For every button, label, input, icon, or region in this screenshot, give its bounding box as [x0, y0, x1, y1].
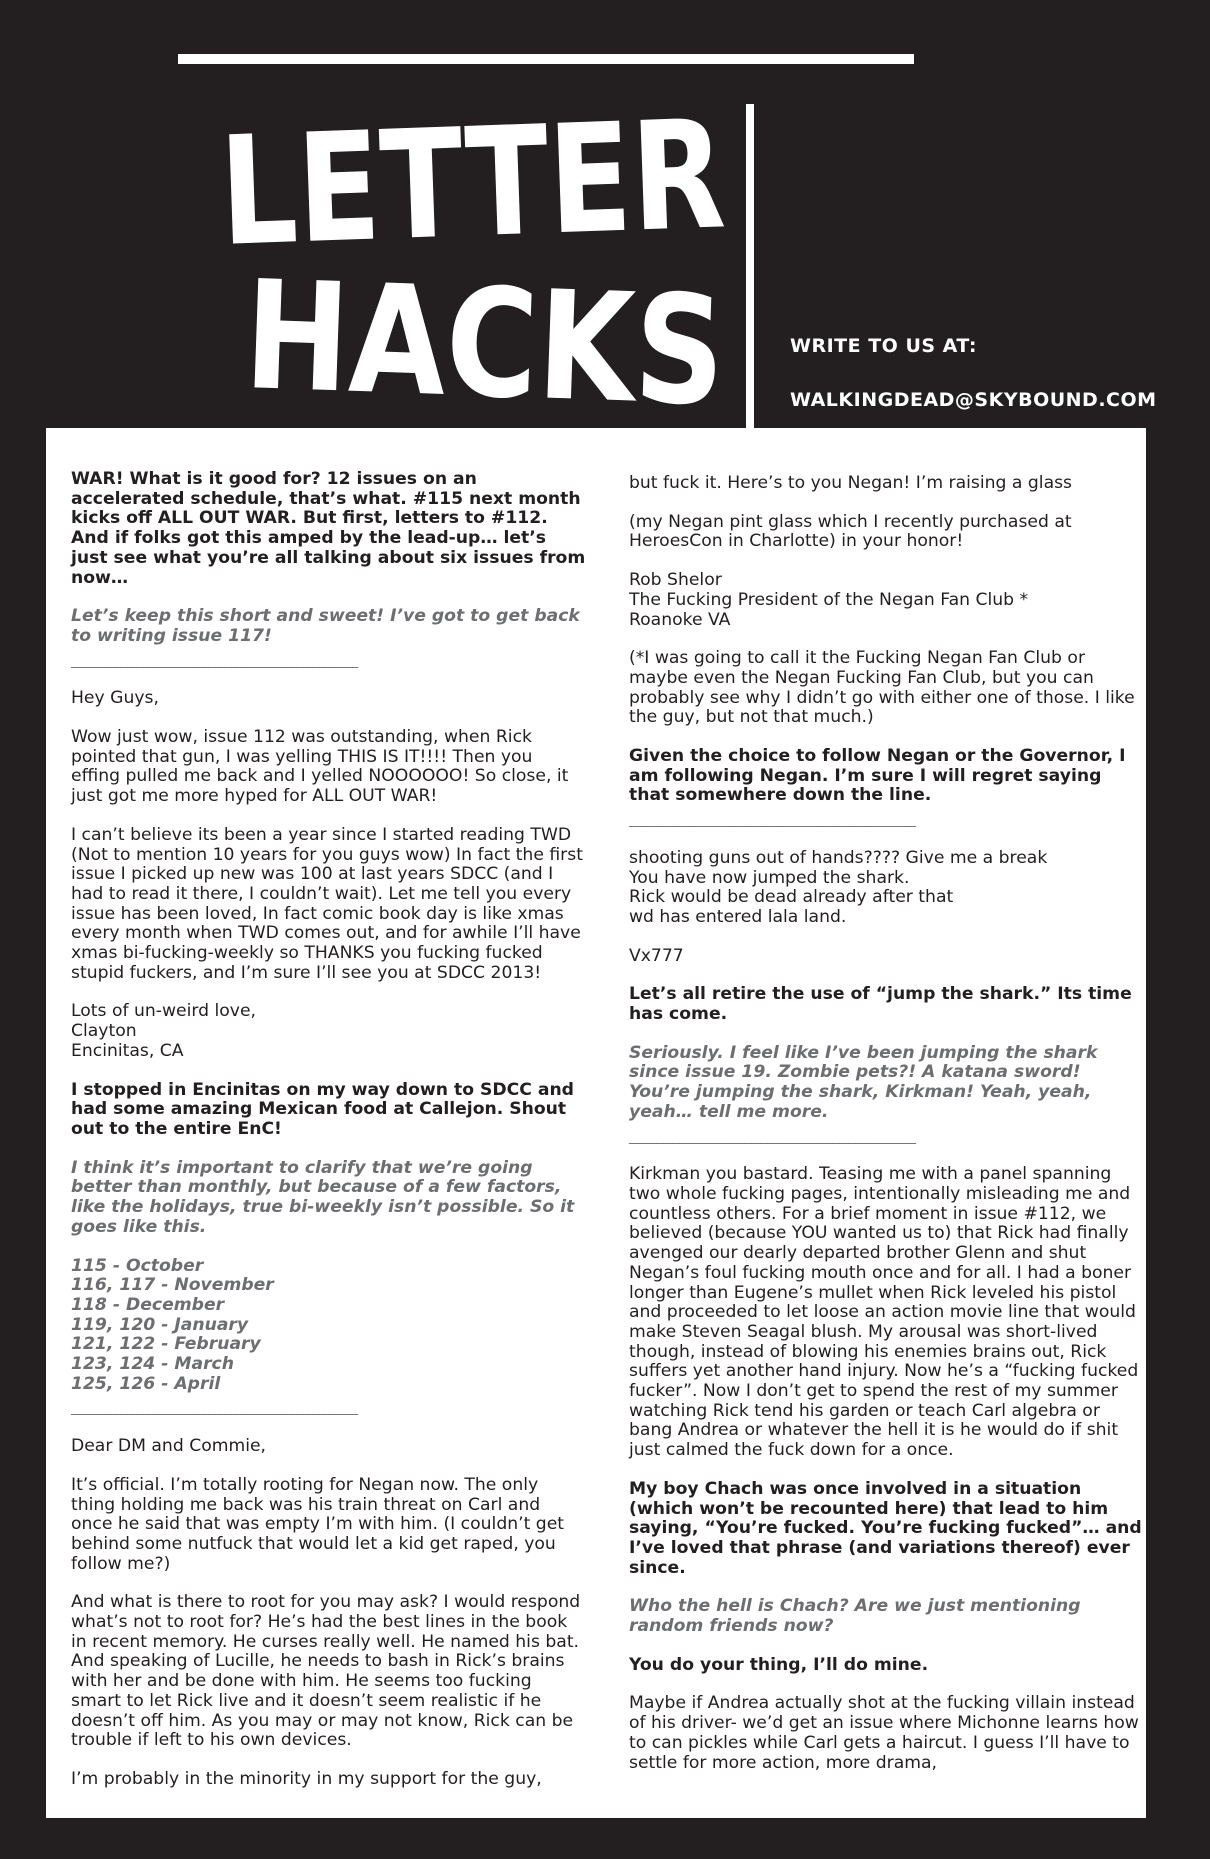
letter-paragraph: shooting guns out of hands???? Give me a break You have now jumped the shark. Rick would be dead already after that wd has entered lala land.	[629, 847, 1048, 927]
editor-bold-response: Let’s all retire the use of “jump the shark.” Its time has come.	[629, 984, 1132, 1025]
section-divider: ____________________________________________________	[629, 813, 915, 829]
editor-italic-response: 115 - October 116, 117 - November 118 - December 119, 120 - January 121, 122 - February 123, 124 - March 125, 126 - April	[71, 1255, 274, 1394]
letter-paragraph: Maybe if Andrea actually shot at the fucking villain instead of his driver- we’d get an issue where Michonne learns how to can pickles while Carl gets a haircut. I guess I’ll have to settle for more action, more drama,	[629, 1693, 1139, 1773]
letter-paragraph: Hey Guys,	[71, 688, 159, 709]
left-column	[71, 470, 586, 1809]
right-column	[629, 474, 1144, 1792]
letter-paragraph: but fuck it. Here’s to you Negan! I’m raising a glass	[629, 473, 1073, 493]
editor-italic-response: Let’s keep this short and sweet! I’ve got to get back to writing issue 117!	[71, 606, 580, 646]
section-divider: ____________________________________________________	[71, 1401, 357, 1417]
editor-bold-response: I stopped in Encinitas on my way down to SDCC and had some amazing Mexican food at Callejon. Shout out to the entire EnC!	[71, 1079, 574, 1139]
letter-paragraph: It’s official. I’m totally rooting for Negan now. The only thing holding me back was his train threat on Carl and once he said that was empty I’m with him. (I couldn’t get behind some nutfuck that would let a kid get raped, you follow me?)	[71, 1474, 565, 1574]
letter-paragraph: Vx777	[629, 945, 684, 966]
letter-paragraph: Rob Shelor The Fucking President of the Negan Fan Club * Roanoke VA	[629, 570, 1029, 630]
letter-paragraph: Lots of un-weird love, Clayton Encinitas, CA	[71, 1001, 257, 1061]
section-divider: ____________________________________________________	[71, 653, 357, 669]
contact-block	[790, 335, 1157, 443]
editor-bold-response: WAR! What is it good for? 12 issues on an accelerated schedule, that’s what. #115 next month kicks off ALL OUT WAR. But first, letters to #112. And if folks got this amped by the lead-up… let’s just see what you’re all talking about six issues from now…	[71, 469, 586, 588]
editor-bold-response: You do your thing, I’ll do mine.	[629, 1654, 929, 1675]
letter-paragraph: Dear DM and Commie,	[71, 1436, 267, 1457]
write-label: WRITE TO US AT:	[790, 335, 977, 357]
logo-line-2: HACKS	[241, 249, 824, 444]
header-vertical-rule	[746, 104, 754, 440]
letter-paragraph: I can’t believe its been a year since I started reading TWD (Not to mention 10 years for you guys wow) In fact the first issue I picked up new was 100 at last years SDCC (and I had to read it there, I couldn’t wait). Let me tell you every issue has been loved, In fact comic book day is like xmas every month when TWD comes out, and for awhile I’ll have xmas bi-fucking-weekly so THANKS you fucking fucked stupid fuckers, and I’m sure I’ll see you at SDCC 2013!	[71, 824, 583, 983]
editor-italic-response: Who the hell is Chach? Are we just mentioning random friends now?	[629, 1596, 1081, 1637]
letter-paragraph: And what is there to root for you may ask? I would respond what’s not to root for? He’s had the best lines in the book in recent memory. He curses really well. He named his bat. And speaking of Lucille, he needs to bash in Rick’s brains with her and be done with him. He seems too fucking smart to let Rick live and it doesn’t seem realistic if he doesn’t off him. As you may or may not know, Rick can be trouble if left to his own devices.	[71, 1592, 581, 1751]
contact-email[interactable]: WALKINGDEAD@SKYBOUND.COM	[790, 389, 1157, 411]
letter-paragraph: Kirkman you bastard. Teasing me with a panel spanning two whole fucking pages, intentionally misleading me and countless others. For a brief moment in issue #112, we believed (because YOU wanted us to) that Rick had finally avenged our dearly departed brother Glenn and shut Negan’s foul fucking mouth once and for all. I had a boner longer than Eugene’s mullet when Rick leveled his pistol and proceeded to let loose an action movie line that would make Steven Seagal blush. My arousal was short-lived though, instead of blowing his enemies brains out, Rick suffers yet another hand injury. Now he’s a “fucking fucked fucker”. Now I don’t get to spend the rest of my summer watching Rick tend his garden or teach Carl algebra or bang Andrea or whatever the hell it is he would do if shit just calmed the fuck down for a once.	[629, 1164, 1139, 1461]
letter-paragraph: (*I was going to call it the Fucking Negan Fan Club or maybe even the Negan Fucking Fan Club, but you can probably see why I didn’t go with either one of those. I like the guy, but not that much.)	[629, 648, 1135, 728]
editor-italic-response: Seriously. I feel like I’ve been jumping the shark since issue 19. Zombie pets?! A katana sword! You’re jumping the shark, Kirkman! Yeah, yeah, yeah… tell me more.	[629, 1042, 1098, 1122]
letter-paragraph: (my Negan pint glass which I recently purchased at HeroesCon in Charlotte) in your honor!	[629, 511, 1072, 552]
editor-italic-response: I think it’s important to clarify that we’re going better than monthly, but because of a few factors, like the holidays, true bi-weekly isn’t possible. So it goes like this.	[71, 1157, 575, 1237]
letter-hacks-logo	[215, 84, 847, 444]
letter-paragraph: Wow just wow, issue 112 was outstanding, when Rick pointed that gun, I was yelling THIS IS IT!!!! Then you effing pulled me back and I yelled NOOOOOO! So close, it just got me more hyped for ALL OUT WAR!	[71, 727, 569, 807]
editor-bold-response: My boy Chach was once involved in a situation (which won’t be recounted here) that lead to him saying, “You’re fucked. You’re fucking fucked”… and I’ve loved that phrase (and variations thereof) ever since.	[629, 1478, 1142, 1578]
logo-line-1: LETTER	[217, 84, 847, 280]
header-top-rule	[178, 54, 914, 64]
letter-paragraph: I’m probably in the minority in my support for the guy,	[71, 1768, 542, 1789]
section-divider: ____________________________________________________	[629, 1129, 915, 1145]
editor-bold-response: Given the choice to follow Negan or the Governor, I am following Negan. I’m sure I will regret saying that somewhere down the line.	[629, 746, 1126, 806]
